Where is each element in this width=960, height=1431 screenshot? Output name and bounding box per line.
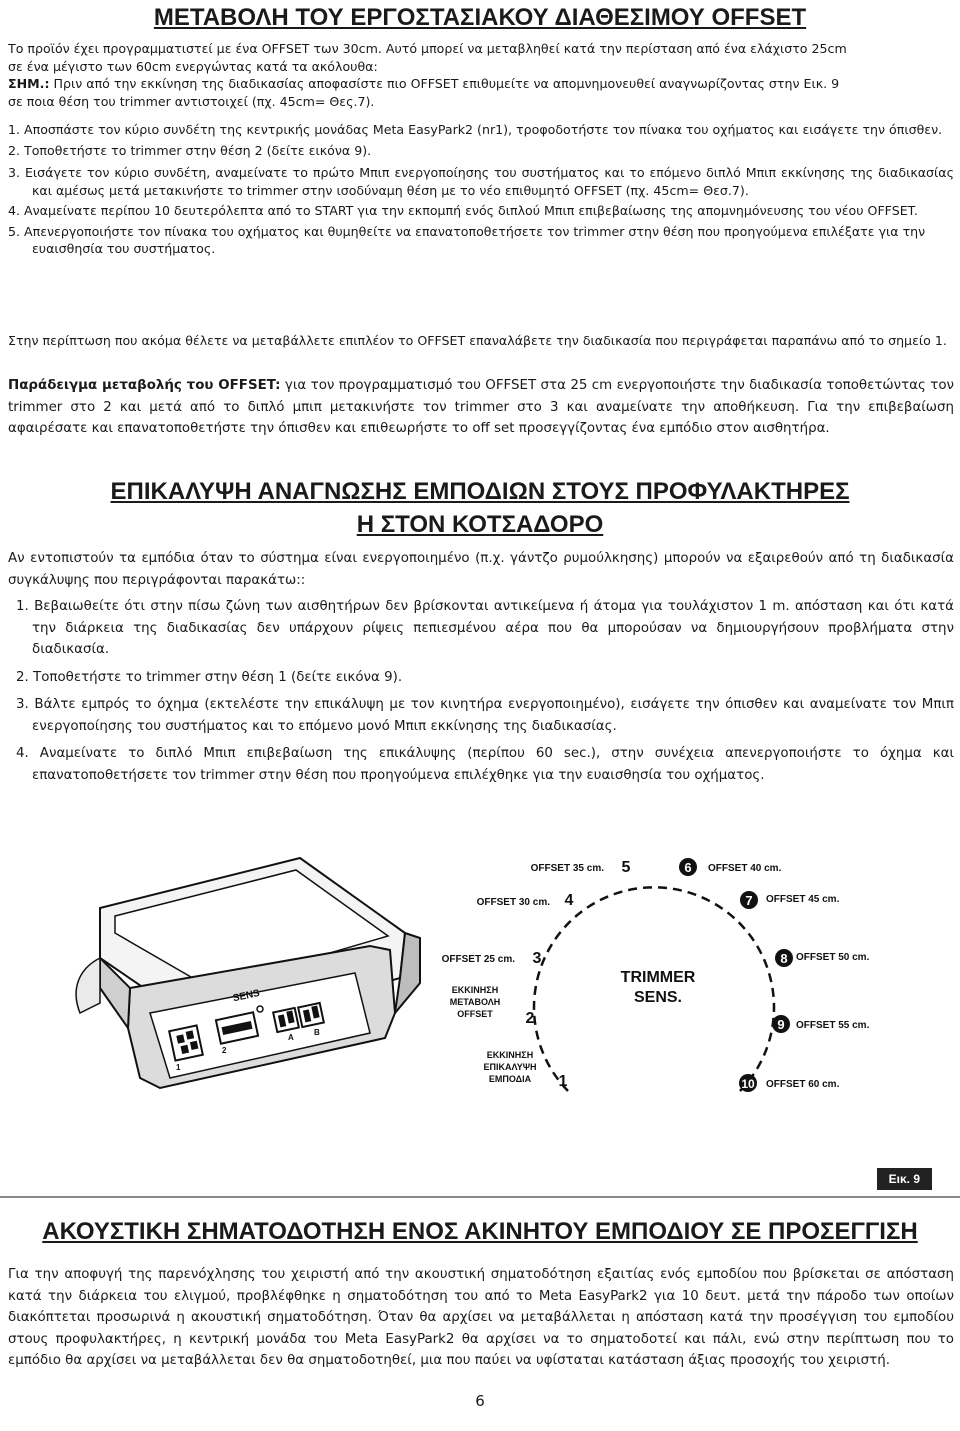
step-5: 5. Απενεργοποιήστε τον πίνακα του οχήματος και θυμηθείτε να επανατοποθετήσετε τον trimmer στην θέση που προηγούμενα επιλέξατε για την ευαισθησία του συστήματος.	[8, 223, 926, 256]
dial-position-3	[442, 950, 542, 967]
step-1: 1. Αποσπάστε τον κύριο συνδέτη της κεντρικής μονάδας Meta EasyPark2 (nr1), τροφοδοτήστε τον πίνακα του οχήματος και εισάγετε την όπισθεν.	[8, 122, 943, 137]
step-4: 4. Αναμείνατε περίπου 10 δευτερόλεπτα από το START για την εκπομπή ενός διπλού Μπιπ επιβεβαίωσης της απομνημόνευσης του νέου OFFSET.	[8, 203, 918, 218]
note-label: ΣΗΜ.:	[8, 76, 50, 91]
dial-number: 8	[780, 951, 788, 966]
dial-number: 7	[745, 893, 753, 908]
figure-caption: Εικ. 9	[877, 1168, 932, 1190]
example-label: Παράδειγμα μεταβολής του OFFSET:	[8, 378, 281, 393]
dial-label: OFFSET 35 cm.	[530, 863, 604, 874]
section2-steps	[8, 596, 954, 786]
figure-9	[0, 838, 960, 1198]
dial-label: OFFSET 40 cm.	[708, 863, 782, 874]
dial-label: OFFSET 25 cm.	[441, 954, 515, 965]
note-line-2: σε ποια θέση του trimmer αντιστοιχεί (πχ. 45cm= Θες.7).	[8, 93, 375, 109]
dial-position-1	[484, 1050, 568, 1090]
dial-label: ΕΚΚΙΝΗΣΗ	[451, 985, 499, 995]
dial-number: 10	[741, 1077, 755, 1091]
dial-number: 5	[621, 859, 631, 876]
dial-label: ΕΜΠΟΔΙΑ	[488, 1074, 532, 1084]
conn-2-label: 2	[222, 1046, 227, 1055]
sens-label: SENS	[231, 987, 261, 1005]
dial-number: 4	[564, 892, 574, 909]
dial-position-4	[477, 892, 574, 909]
dial-label: OFFSET 60 cm.	[766, 1079, 840, 1090]
note-line-1	[8, 75, 954, 93]
dial-number: 1	[558, 1073, 568, 1090]
dial-position-7	[740, 891, 840, 909]
trimmer-title-1: TRIMMER	[620, 969, 696, 986]
example-paragraph	[8, 375, 954, 440]
dial-label: OFFSET 45 cm.	[766, 894, 840, 905]
dial-position-10	[739, 1074, 840, 1092]
section1-steps	[8, 121, 954, 258]
section2-title-line-1: ΕΠΙΚΑΛΥΨΗ ΑΝΑΓΝΩΣΗΣ ΕΜΠΟΔΙΩΝ ΣΤΟΥΣ ΠΡΟΦΥΛΑΚΤΗΡΕΣ	[110, 478, 850, 505]
dial-position-2	[450, 985, 535, 1027]
s2-step-4: 4. Αναμείνατε το διπλό Μπιπ επιβεβαίωση της επικάλυψης (περίπου 60 sec.), στην συνέχεια απενεργοποιήστε το όχημα και επανατοποθετήσετε τον trimmer στην θέση που προηγούμενα επιλέχθηκε για την ευαισθησία του οχήματος.	[16, 746, 954, 783]
dial-label: ΜΕΤΑΒΟΛΗ	[449, 997, 501, 1007]
page-number: 6	[475, 1392, 485, 1410]
dial-position-6	[679, 858, 782, 876]
note-text: Πριν από την εκκίνηση της διαδικασίας αποφασίστε πιο OFFSET επιθυμείτε να απομνημονευθεί αναγνωρίζοντας στην Εικ. 9	[49, 76, 840, 91]
dial-label: OFFSET	[457, 1009, 493, 1019]
s2-step-1: 1. Βεβαιωθείτε ότι στην πίσω ζώνη των αισθητήρων δεν βρίσκονται αντικείμενα ή άτομα για τουλάχιστον 1 m. απόσταση και ότι κατά την διάρκεια της διαδικασίας δεν υπάρχουν ρίψεις πεπιεσμένου αέρα που θα μπορούσαν να δημιουργήσουν προβλήματα στην διαδικασία.	[16, 599, 954, 657]
conn-b-label: B	[314, 1028, 320, 1037]
dial-number: 3	[532, 950, 542, 967]
dial-label: ΕΠΙΚΑΛΥΨΗ	[483, 1062, 537, 1072]
s2-step-2: 2. Τοποθετήστε το trimmer στην θέση 1 (δείτε εικόνα 9).	[16, 669, 403, 685]
section1-title: ΜΕΤΑΒΟΛΗ ΤΟΥ ΕΡΓΟΣΤΑΣΙΑΚΟΥ ΔΙΑΘΕΣΙΜΟΥ OFFSET	[153, 4, 807, 31]
step-2: 2. Τοποθετήστε το trimmer στην θέση 2 (δείτε εικόνα 9).	[8, 142, 372, 158]
section3-title: ΑΚΟΥΣΤΙΚΗ ΣΗΜΑΤΟΔΟΤΗΣΗ ΕΝΟΣ ΑΚΙΝΗΤΟΥ ΕΜΠΟΔΙΟΥ ΣΕ ΠΡΟΣΕΓΓΙΣΗ	[42, 1218, 918, 1245]
dial-number: 2	[525, 1010, 535, 1027]
section2-intro: Αν εντοπιστούν τα εμπόδια όταν το σύστημα είναι ενεργοποιημένο (π.χ. γάντζο ρυμούλκησης) μπορούν να εξαιρεθούν από τη διαδικασία συγκάλυψης που περιγράφονται παρακάτω::	[8, 551, 954, 588]
section2-title-line-2: Η ΣΤΟΝ ΚΟΤΣΑΔΟΡΟ	[356, 511, 604, 538]
dial-number: 6	[684, 860, 692, 875]
s2-step-3: 3. Βάλτε εμπρός το όχημα (εκτελέστε την επικάλυψη με τον κινητήρα ενεργοποιημένο), εισάγετε την όπισθεν και αναμείνατε τον Μπιπ ενεργοποίησης του συστήματος και το επόμενο μονό Μπιπ εκκίνησης της διαδικασίας.	[16, 697, 954, 734]
section1-intro	[8, 40, 954, 110]
dial-label: ΕΚΚΙΝΗΣΗ	[486, 1050, 534, 1060]
conn-1-label: 1	[176, 1063, 181, 1072]
repeat-text: Στην περίπτωση που ακόμα θέλετε να μεταβάλλετε επιπλέον το OFFSET επαναλάβετε την διαδικασία που περιγράφεται παραπάνω από το σημείο 1.	[8, 333, 947, 348]
dial-position-8	[775, 949, 870, 967]
dial-label: OFFSET 30 cm.	[476, 897, 550, 908]
trimmer-title-2: SENS.	[633, 989, 683, 1006]
section3-text: Για την αποφυγή της παρενόχλησης του χειριστή από την ακουστική σηματοδότηση εξαιτίας ενός εμποδίου που βρίσκεται σε απόσταση κατά την διάρκεια του ελιγμού, προβλέφθηκε η σηματοδότηση του από το Meta EasyPark2 για 10 δευτ. μετά την πάροδο των οποίων διακόπτεται προσωρινά η ακουστική σηματοδότηση. Όταν θα αρχίσει να μεταβάλλεται η απόσταση κατά την προσέγγιση του εμποδίου στους προφυλακτήρες, η κεντρική μονάδα του Meta EasyPark2 θα αρχίσει να το σηματοδοτεί και πάλι, ενώ στην περίπτωση που το εμπόδιο θα αρχίσει να μεταβάλλεται δεν θα σηματοδοτηθεί, μια που παύει να υφίσταται κατάσταση άξιας προσοχής του χειριστή.	[8, 1267, 954, 1368]
example-text: για τον προγραμματισμό του OFFSET στα 25 cm ενεργοποιήστε την διαδικασία τοποθετώντας τον trimmer στο 2 και μετά από το διπλό μπιπ μετακινήστε τον trimmer στο 3 και αναμείνατε την αποθήκευση. Για την επιβεβαίωση αφαιρέσατε και επανατοποθετήστε την όπισθεν και επιθεωρήστε το off set προσεγγίζοντας ένα εμπόδιο στον αισθητήρα.	[8, 378, 954, 436]
step-3: 3. Εισάγετε τον κύριο συνδέτη, αναμείνατε το πρώτο Μπιπ ενεργοποίησης του συστήματος και το επόμενο διπλό Μπιπ εκκίνησης της διαδικασίας και αμέσως μετά μετακινήστε το trimmer στην ισοδύναμη θέση με το νέο επιθυμητό OFFSET (πχ. 45cm= Θεσ.7).	[8, 165, 954, 198]
dial-label: OFFSET 50 cm.	[796, 952, 870, 963]
dial-number: 9	[777, 1017, 785, 1032]
conn-a-label: A	[288, 1033, 294, 1042]
intro-line-1: Το προϊόν έχει προγραμματιστεί με ένα OFFSET των 30cm. Αυτό μπορεί να μεταβληθεί κατά την περίσταση από ένα ελάχιστο 25cm	[8, 41, 847, 56]
dial-position-9	[772, 1015, 870, 1033]
trimmer-dial	[534, 887, 774, 1091]
dial-position-5	[531, 859, 631, 876]
dial-label: OFFSET 55 cm.	[796, 1020, 870, 1031]
intro-line-2: σε ένα μέγιστο των 60cm ενεργώντας κατά τα ακόλουθα:	[8, 58, 378, 74]
control-unit-drawing	[76, 858, 420, 1088]
